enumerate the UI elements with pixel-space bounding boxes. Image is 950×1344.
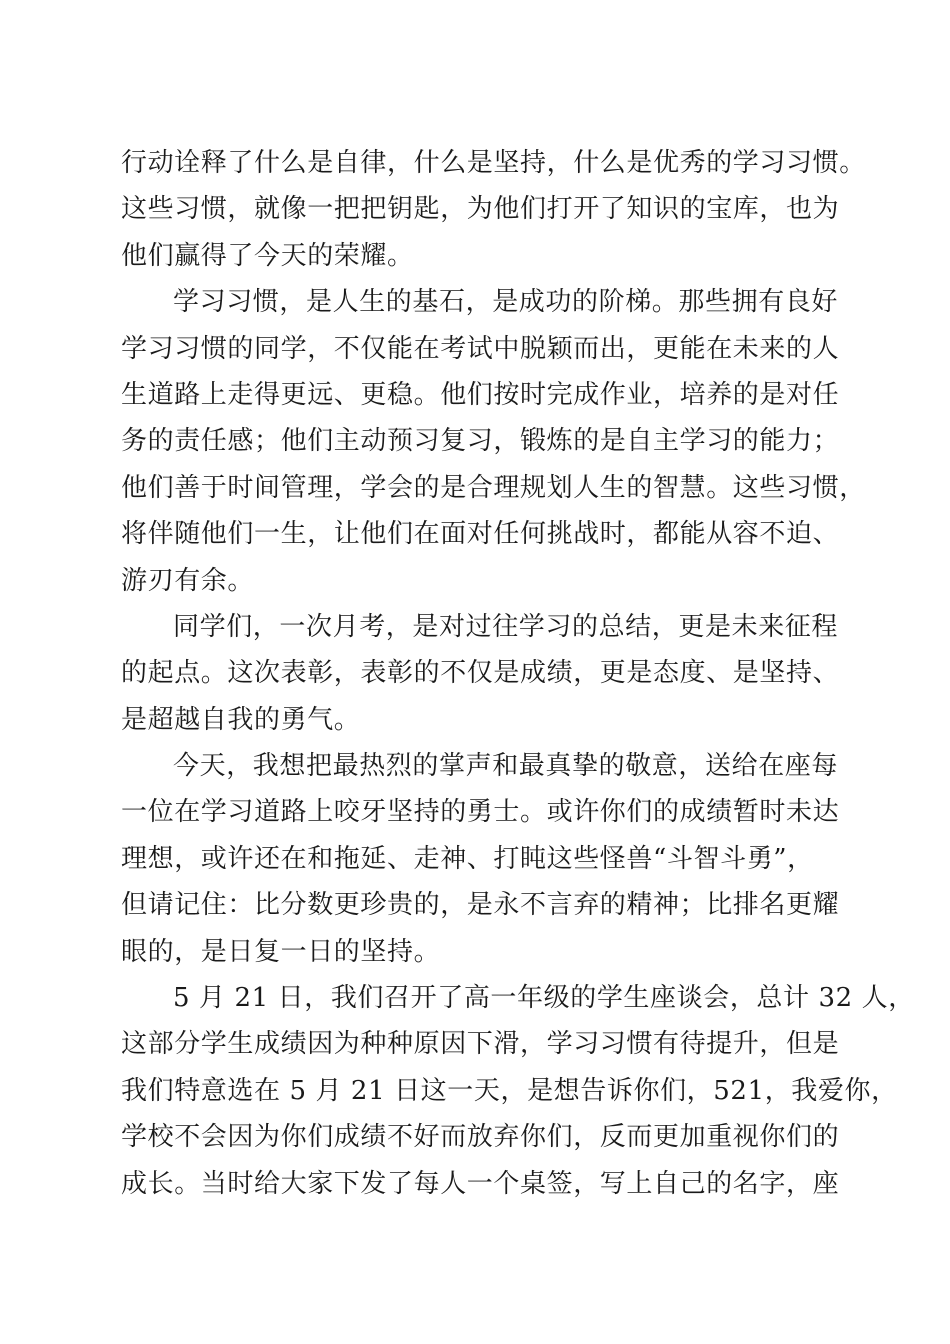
text-line: 游刃有余。 <box>121 565 255 596</box>
text-line: 眼的，是日复一日的坚持。 <box>121 936 441 967</box>
text-line: 学校不会因为你们成绩不好而放弃你们，反而更加重视你们的 <box>121 1122 840 1153</box>
text-line: 这些习惯，就像一把把钥匙，为他们打开了知识的宝库，也为 <box>121 194 840 225</box>
text-line: 一位在学习道路上咬牙坚持的勇士。或许你们的成绩暂时未达 <box>121 797 840 828</box>
text-line: 学习习惯的同学，不仅能在考试中脱颖而出，更能在未来的人 <box>121 333 840 364</box>
paragraph-first-line: 同学们，一次月考，是对过往学习的总结，更是未来征程 <box>173 611 839 642</box>
text-line: 将伴随他们一生，让他们在面对任何挑战时，都能从容不迫、 <box>121 519 840 550</box>
text-line: 我们特意选在 5 月 21 日这一天，是想告诉你们，521，我爱你， <box>121 1075 898 1106</box>
paragraph-first-line: 5 月 21 日，我们召开了高一年级的学生座谈会，总计 32 人， <box>173 983 915 1014</box>
text-line: 这部分学生成绩因为种种原因下滑，学习习惯有待提升，但是 <box>121 1029 840 1060</box>
text-line: 他们善于时间管理，学会的是合理规划人生的智慧。这些习惯， <box>121 472 866 503</box>
paragraph-first-line: 学习习惯，是人生的基石，是成功的阶梯。那些拥有良好 <box>173 287 839 318</box>
text-line: 成长。当时给大家下发了每人一个桌签，写上自己的名字，座 <box>121 1168 840 1199</box>
paragraph-first-line: 今天，我想把最热烈的掌声和最真挚的敬意，送给在座每 <box>173 751 839 782</box>
text-line: 理想，或许还在和拖延、走神、打盹这些怪兽“斗智斗勇”， <box>121 843 814 874</box>
text-line: 是超越自我的勇气。 <box>121 704 361 735</box>
text-line: 但请记住：比分数更珍贵的，是永不言弃的精神；比排名更耀 <box>121 890 840 921</box>
text-line: 务的责任感；他们主动预习复习，锻炼的是自主学习的能力； <box>121 426 840 457</box>
text-line: 他们赢得了今天的荣耀。 <box>121 240 414 271</box>
text-line: 生道路上走得更远、更稳。他们按时完成作业，培养的是对任 <box>121 379 840 410</box>
text-line: 行动诠释了什么是自律，什么是坚持，什么是优秀的学习习惯。 <box>121 148 866 178</box>
text-line: 的起点。这次表彰，表彰的不仅是成绩，更是态度、是坚持、 <box>121 658 840 689</box>
document-body <box>121 140 915 1207</box>
